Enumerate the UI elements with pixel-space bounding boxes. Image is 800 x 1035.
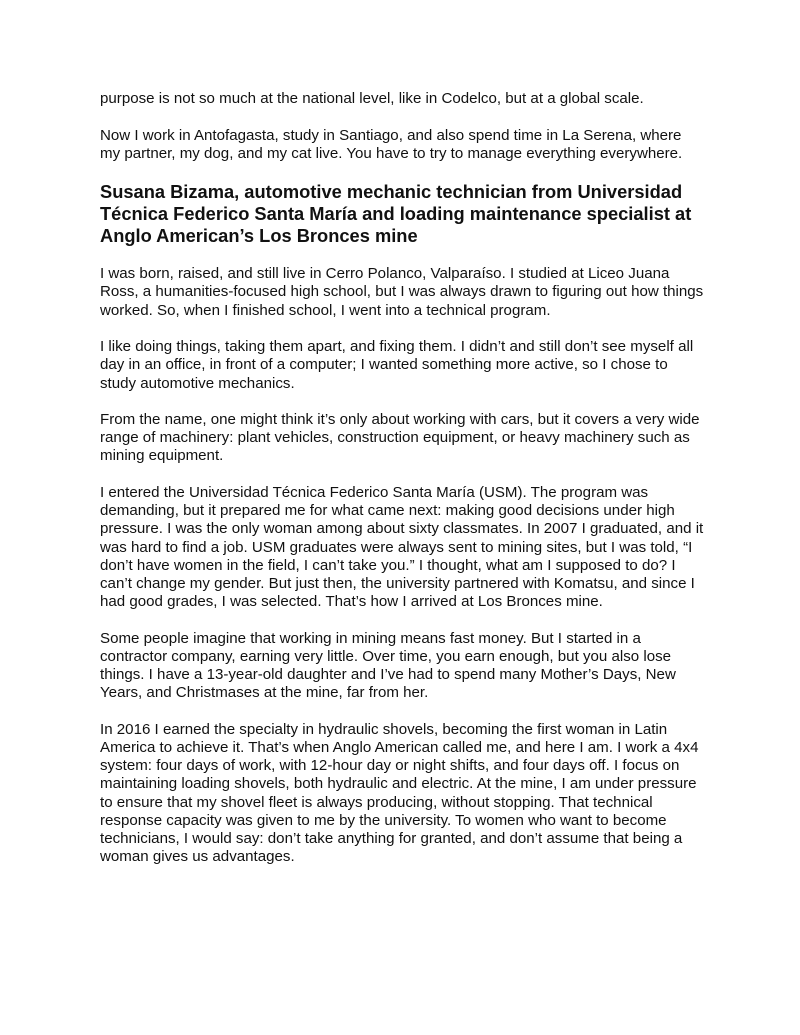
paragraph-body-2: I like doing things, taking them apart, and fixing them. I didn’t and still don’t see myself all day in an office, in front of a computer; I wanted something more active, so I chose to study automotive mechanics. bbox=[100, 338, 694, 392]
paragraph-intro-2: Now I work in Antofagasta, study in Santiago, and also spend time in La Serena, where my partner, my dog, and my cat live. You have to try to manage everything everywhere. bbox=[100, 126, 683, 162]
paragraph-body-6: In 2016 I earned the specialty in hydraulic shovels, becoming the first woman in Latin America to achieve it. That’s when Anglo American called me, and here I am. I work a 4x4 system: four days of work, with 12-hour day or night shifts, and four days off. I focus on maintaining loading shovels, both hydraulic and electric. At the mine, I am under pressure to ensure that my shovel fleet is always producing, without stopping. That technical response capacity was given to me by the university. To women who want to become technicians, I would say: don’t take anything for granted, and don’t assume that being a woman gives us advantages. bbox=[100, 720, 699, 866]
paragraph-intro-1: purpose is not so much at the national level, like in Codelco, but at a global scale. bbox=[100, 90, 644, 107]
paragraph-body-4: I entered the Universidad Técnica Federico Santa María (USM). The program was demanding, but it prepared me for what came next: making good decisions under high pressure. I was the only woman among about sixty classmates. In 2007 I graduated, and it was hard to find a job. USM graduates were always sent to mining sites, but I was told, “I don’t have women in the field, I can’t take you.” I thought, what am I supposed to do? I can’t change my gender. But just then, the university partnered with Komatsu, and since I had good grades, I was selected. That’s how I arrived at Los Bronces mine. bbox=[100, 483, 704, 611]
document-page bbox=[100, 90, 705, 885]
paragraph-body-5: Some people imagine that working in mining means fast money. But I started in a contractor company, earning very little. Over time, you earn enough, but you also lose things. I have a 13-year-old daughter and I’ve had to spend many Mother’s Days, New Years, and Christmases at the mine, far from her. bbox=[100, 629, 676, 702]
section-heading: Susana Bizama, automotive mechanic technician from Universidad Técnica Federico Santa María and loading maintenance specialist at Anglo American’s Los Bronces mine bbox=[100, 181, 692, 247]
paragraph-body-1: I was born, raised, and still live in Cerro Polanco, Valparaíso. I studied at Liceo Juana Ross, a humanities-focused high school, but I was always drawn to figuring out how things worked. So, when I finished school, I went into a technical program. bbox=[100, 265, 704, 319]
paragraph-body-3: From the name, one might think it’s only about working with cars, but it covers a very wide range of machinery: plant vehicles, construction equipment, or heavy machinery such as mining equipment. bbox=[100, 411, 700, 465]
